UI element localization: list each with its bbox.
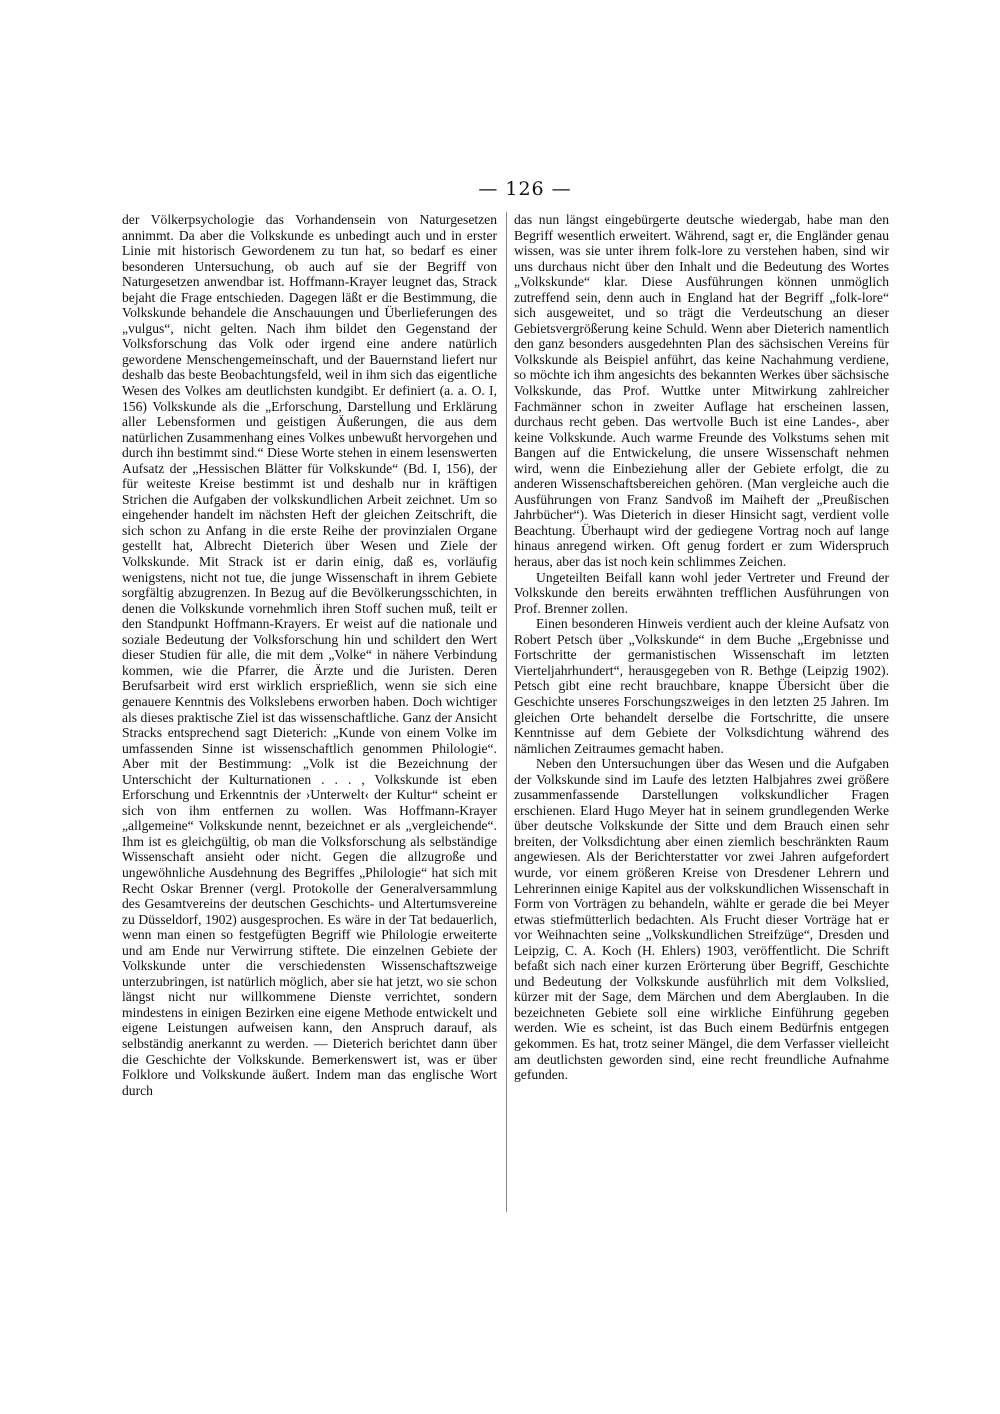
paragraph: Einen besonderen Hinweis verdient auch der kleine Aufsatz von Robert Petsch über „Volkskunde“ in dem Buche „Ergebnisse und Fortschritte der germanistischen Wissenschaft im letzten Vierteljahrhundert“, herausgegeben von R. Bethge (Leipzig 1902). Petsch gibt eine recht brauchbare, knappe Übersicht über die Geschichte unseres Forschungszweiges in den letzten 25 Jahren. Im gleichen Orte behandelt derselbe die Fortschritte, die unsere Kenntnisse auf dem Gebiete der Volksdichtung während des nämlichen Zeitraumes gemacht haben. — [514, 616, 889, 756]
paragraph: Ungeteilten Beifall kann wohl jeder Vertreter und Freund der Volkskunde den bereits erwähnten trefflichen Ausführungen von Prof. Brenner zollen. — [514, 569, 889, 616]
paragraph: das nun längst eingebürgerte deutsche wiedergab, habe man den Begriff wesentlich erweitert. Während, sagt er, die Engländer genau wissen, was sie unter ihrem folk-lore zu verstehen haben, sind wir uns durchaus nicht über den Inhalt und die Bedeutung des Wortes „Volkskunde“ klar. Diese Ausführungen können unmöglich zutreffend sein, denn auch in England hat der Begriff „folk-lore“ sich ausgeweitet, und so trägt die Verdeutschung an dieser Gebietsvergrößerung keine Schuld. Wenn aber Dieterich namentlich den ganz besonders ausgedehnten Plan des sächsischen Vereins für Volkskunde als Beispiel anführt, das keine Nachahmung verdiene, so möchte ich ihm angesichts des bekannten Werkes über sächsische Volkskunde, das Prof. Wuttke unter Mitwirkung zahlreicher Fachmänner schon in zweiter Auflage hat erscheinen lassen, durchaus recht geben. Das wertvolle Buch ist eine Landes-, aber keine Volkskunde. Auch warme Freunde des Volkstums sehen mit Bangen auf die Entwickelung, die unsere Wissenschaft nehmen wird, wenn die Einbeziehung aller der Gebiete erfolgt, die zu anderen Wissenschaftsbereichen gehören. (Man vergleiche auch die Ausführungen von Franz Sandvoß im Maiheft der „Preußischen Jahrbücher“). Was Dieterich in dieser Hinsicht sagt, verdient volle Beachtung. Überhaupt wird der gediegene Vortrag noch auf lange hinaus anregend wirken. Oft genug fordert er zum Widerspruch heraus, aber das ist noch kein schlimmes Zeichen. — [514, 212, 889, 570]
page-number: — 126 — — [478, 178, 572, 200]
paragraph: Neben den Untersuchungen über das Wesen und die Aufgaben der Volkskunde sind im Laufe des letzten Halbjahres zwei größere zusammenfassende Darstellungen volkskundlicher Fragen erschienen. Elard Hugo Meyer hat in seinem grundlegenden Werke über deutsche Volkskunde der Sitte und dem Brauch einen sehr breiten, der Volksdichtung aber einen ziemlich beschränkten Raum angewiesen. Als der Berichterstatter vor zwei Jahren aufgefordert wurde, vor einem größeren Kreise von Dresdener Lehrern und Lehrerinnen einige Kapitel aus der volkskundlichen Wissenschaft in Form von Vorträgen zu behandeln, wählte er gerade die bei Meyer etwas stiefmütterlich bedachten. Als Frucht dieser Vorträge hat er vor Weihnachten seine „Volkskundlichen Streifzüge“, Dresden und Leipzig, C. A. Koch (H. Ehlers) 1903, veröffentlicht. Die Schrift befaßt sich nach einer kurzen Erörterung über Begriff, Geschichte und Bedeutung der Volkskunde ausführlich mit dem Volkslied, kürzer mit der Sage, dem Märchen und dem Aberglauben. In die bezeichneten Gebiete soll eine wirkliche Einführung gegeben werden. Wie es scheint, ist das Buch einem Bedürfnis entgegen gekommen. Es hat, trotz seiner Mängel, die dem Verfasser vielleicht am deutlichsten geworden sind, eine recht freundliche Aufnahme gefunden. — [514, 756, 889, 1083]
right-column — [514, 212, 889, 1083]
paragraph: der Völkerpsychologie das Vorhandensein von Naturgesetzen annimmt. Da aber die Volkskunde es unbedingt auch und in erster Linie mit historisch Gewordenem zu tun hat, so bedarf es einer besonderen Untersuchung, ob auch auf sie der Begriff von Naturgesetzen anwendbar ist. Hoffmann-Krayer leugnet das, Strack bejaht die Frage entschieden. Dagegen läßt er die Bestimmung, die Volkskunde behandele die Anschauungen und Überlieferungen des „vulgus“, nicht gelten. Nach ihm bildet den Gegenstand der Volksforschung das Volk oder irgend eine andere natürlich gewordene Menschengemeinschaft, und der Bauernstand liefert nur deshalb das beste Beobachtungsfeld, weil in ihm sich das eigentliche Wesen des Volkes am deutlichsten kundgibt. Er definiert (a. a. O. I, 156) Volkskunde als die „Erforschung, Darstellung und Erklärung aller Lebensformen und geistigen Äußerungen, die aus dem natürlichen Zusammenhang eines Volkes unbewußt hervorgehen und durch ihn bestimmt sind.“ Diese Worte stehen in einem lesenswerten Aufsatz der „Hessischen Blätter für Volkskunde“ (Bd. I, 156), der für weiteste Kreise bestimmt ist und deshalb nur in kräftigen Strichen die Aufgaben der volkskundlichen Arbeit zeichnet. Um so eingehender handelt im nächsten Heft der gleichen Zeitschrift, die sich schon zu Anfang in die erste Reihe der provinzialen Organe gestellt hat, Albrecht Dieterich über Wesen und Ziele der Volkskunde. Mit Strack ist er darin einig, daß es, vorläufig wenigstens, nicht not tue, die junge Wissenschaft in ihrem Gebiete sorgfältig abzugrenzen. In Bezug auf die Bevölkerungsschichten, in denen die Volkskunde vornehmlich ihren Stoff suchen muß, teilt er den Standpunkt Hoffmann-Krayers. Er weist auf die nationale und soziale Bedeutung der Volksforschung hin und schildert den Wert dieser Studien für alle, die mit dem „Volke“ in nähere Verbindung kommen, wie die Pfarrer, die Ärzte und die Juristen. Deren Berufsarbeit wird erst wirklich ersprießlich, wenn sie sich eine genauere Kenntnis des Volkslebens erworben haben. Doch wichtiger als dieses praktische Ziel ist das wissenschaftliche. Ganz der Ansicht Stracks entsprechend sagt Dieterich: „Kunde von einem Volke im umfassenden Sinne ist wissenschaftlich genommen Philologie“. Aber mit der Bestimmung: „Volk ist die Bezeichnung der Unterschicht der Kulturnationen . . . , Volkskunde ist eben Erforschung und Erkenntnis der ›Unterwelt‹ der Kultur“ scheint er sich von ihm entfernen zu wollen. Was Hoffmann-Krayer „allgemeine“ Volkskunde nennt, bezeichnet er als „vergleichende“. Ihm ist es gleichgültig, ob man die Volksforschung als selbständige Wissenschaft ansieht oder nicht. Gegen die allzugroße und ungewöhnliche Ausdehnung des Begriffes „Philologie“ hat sich mit Recht Oskar Brenner (vergl. Protokolle der Generalversammlung des Gesamtvereins der deutschen Geschichts- und Altertumsvereine zu Düsseldorf, 1902) ausgesprochen. Es wäre in der Tat bedauerlich, wenn man einen so festgefügten Begriff wie Philologie erweiterte und am Ende nur Verwirrung stiftete. Die einzelnen Gebiete der Volkskunde unter die verschiedensten Wissenschaftszweige unterzubringen, ist natürlich möglich, aber sie hat jetzt, wo sie schon längst nicht nur willkommene Dienste verrichtet, sondern mindestens in einigen Bezirken eine eigene Methode entwickelt und eigene Leistungen aufweisen kann, den Anspruch darauf, als selbständig anerkannt zu werden. — Dieterich berichtet dann über die Geschichte der Volkskunde. Bemerkenswert ist, was er über Folklore und Volkskunde äußert. Indem man das englische Wort durch — [122, 212, 497, 1098]
left-column — [122, 212, 497, 1098]
column-divider — [506, 212, 507, 1212]
